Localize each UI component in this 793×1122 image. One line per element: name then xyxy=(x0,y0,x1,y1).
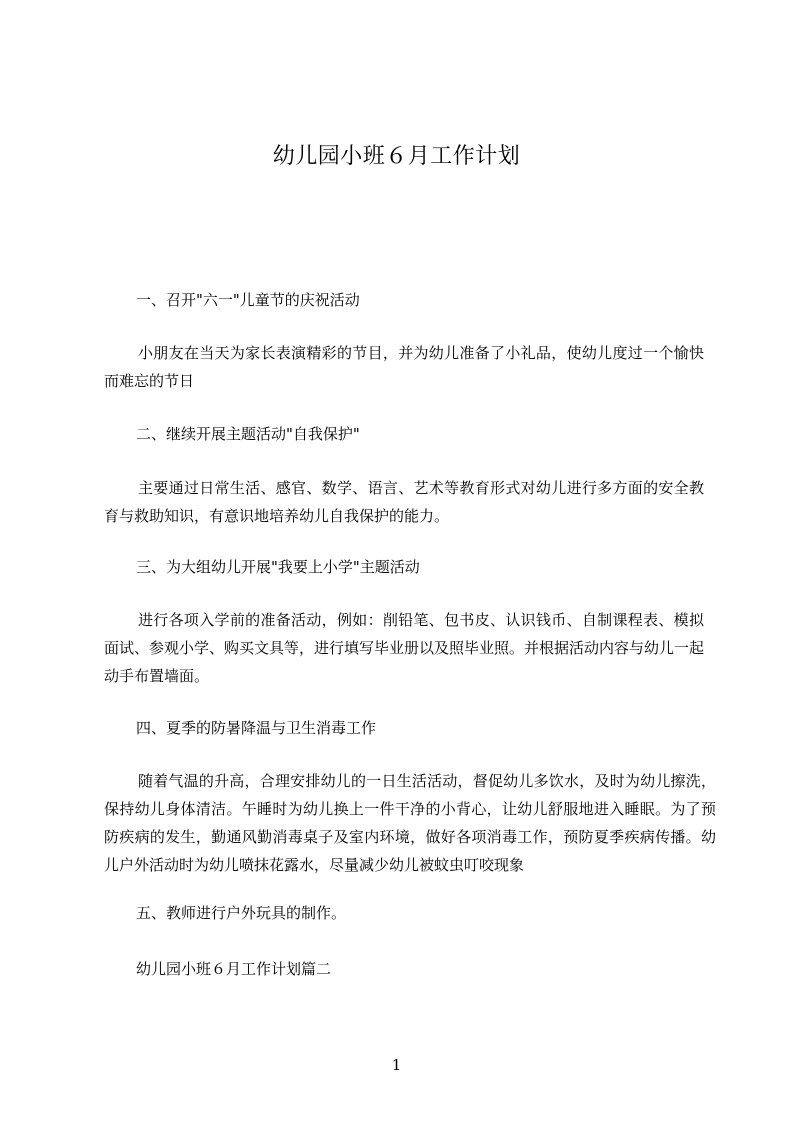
page-number: 1 xyxy=(391,1056,402,1074)
section-heading-3: 三、为大组幼儿开展"我要上小学"主题活动 xyxy=(136,558,420,576)
section-body-2: 主要通过日常生活、感官、数学、语言、艺术等教育形式对幼儿进行多方面的安全教育与救助知识，有意识地培养幼儿自我保护的能力。 xyxy=(104,479,704,525)
next-document-title: 幼儿园小班６月工作计划篇二 xyxy=(136,960,332,978)
document-title: 幼儿园小班６月工作计划 xyxy=(272,144,521,169)
section-body-4: 随着气温的升高，合理安排幼儿的一日生活活动，督促幼儿多饮水，及时为幼儿擦洗，保持幼儿身体清洁。午睡时为幼儿换上一件干净的小背心，让幼儿舒服地进入睡眠。为了预防疾病的发生，勤通风勤消毒桌子及室内环境，做好各项消毒工作，预防夏季疾病传播。幼儿户外活动时为幼儿喷抹花露水，尽量减少幼儿被蚊虫叮咬现象 xyxy=(104,772,716,874)
section-body-1: 小朋友在当天为家长表演精彩的节目，并为幼儿准备了小礼品，使幼儿度过一个愉快而难忘的节日 xyxy=(104,344,704,390)
section-heading-5: 五、教师进行户外玩具的制作。 xyxy=(136,904,347,922)
section-heading-4: 四、夏季的防暑降温与卫生消毒工作 xyxy=(136,719,377,737)
section-body-3: 进行各项入学前的准备活动，例如：削铅笔、包书皮、认识钱币、自制课程表、模拟面试、参观小学、购买文具等，进行填写毕业册以及照毕业照。并根据活动内容与幼儿一起动手布置墙面。 xyxy=(104,611,705,685)
section-heading-2: 二、继续开展主题活动"自我保护" xyxy=(136,425,360,443)
section-heading-1: 一、召开"六一"儿童节的庆祝活动 xyxy=(136,291,360,309)
